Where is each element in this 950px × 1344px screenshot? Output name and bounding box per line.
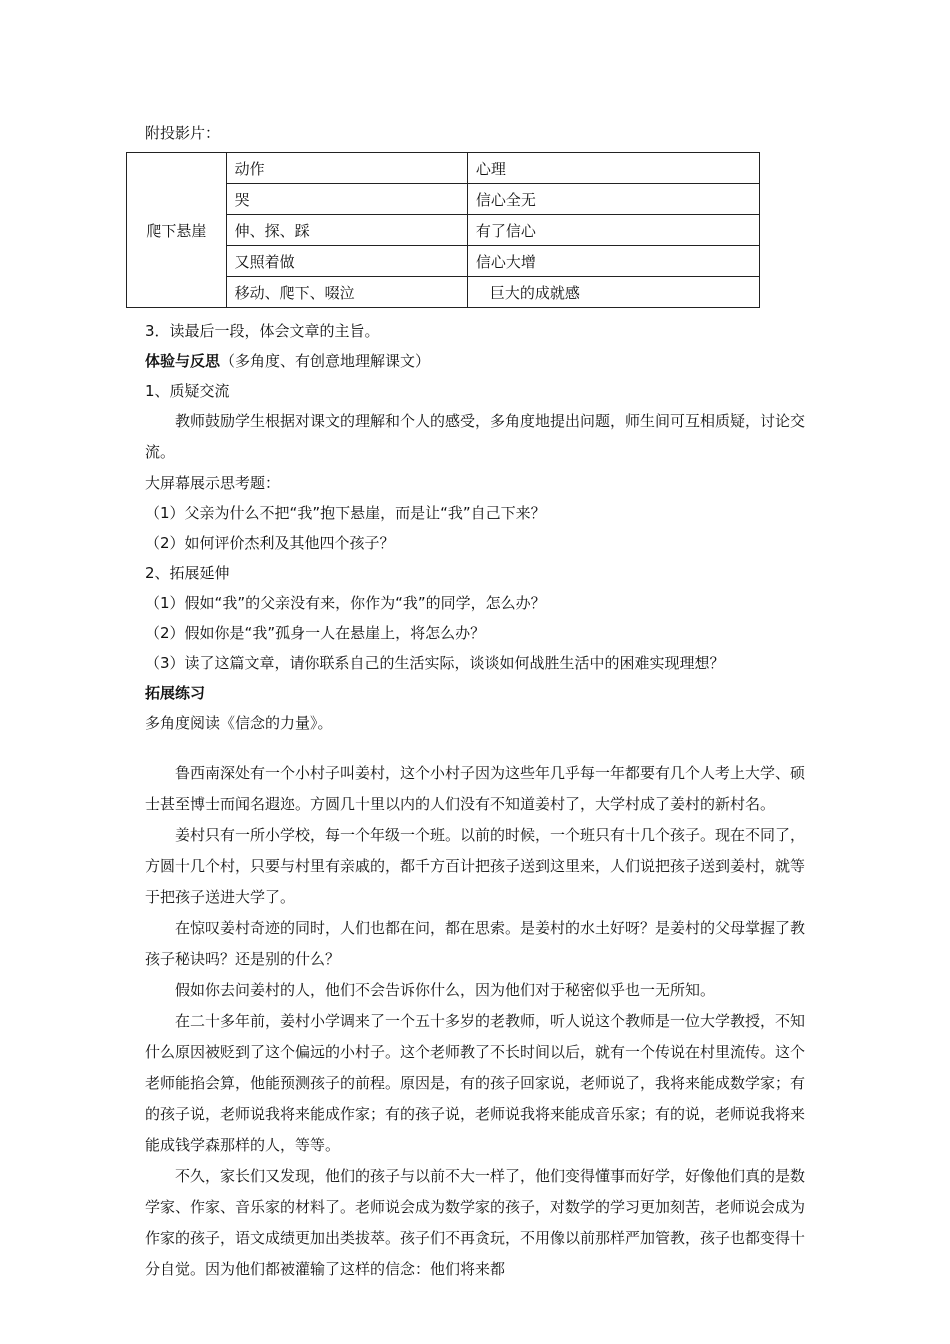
page-content <box>145 118 805 1285</box>
question-1-paragraph: 教师鼓励学生根据对课文的理解和个人的感受，多角度地提出问题，师生间可互相质疑，讨论交流。 <box>145 412 806 461</box>
story-paragraph-3: 在惊叹姜村奇迹的同时，人们也都在问，都在思索。是姜村的水土好呀？是姜村的父母掌握了教孩子秘诀吗？还是别的什么？ <box>145 919 806 968</box>
table-row <box>127 153 760 184</box>
section-reflect-heading <box>145 346 805 376</box>
story-paragraph-2: 姜村只有一所小学校，每一个年级一个班。以前的时候，一个班只有十几个孩子。现在不同了，方圆十几个村，只要与村里有亲戚的，都千方百计把孩子送到这里来，人们说把孩子送到姜村，就等于把孩子送进大学了。 <box>145 826 806 906</box>
extension-question-3: （3）读了这篇文章，请你联系自己的生活实际，谈谈如何战胜生活中的困难实现理想？ <box>145 654 725 672</box>
think-question-2: （2）如何评价杰利及其他四个孩子？ <box>145 534 395 552</box>
action-cell: 伸、探、踩 <box>226 215 467 246</box>
story-paragraph-5: 在二十多年前，姜村小学调来了一个五十多岁的老教师，听人说这个教师是一位大学教授，不知什么原因被贬到了这个偏远的小村子。这个老师教了不长时间以后，就有一个传说在村里流传。这个老师能掐会算，他能预测孩子的前程。原因是，有的孩子回家说，老师说了，我将来能成数学家；有的孩子说，老师说我将来能成作家；有的孩子说，老师说我将来能成音乐家；有的说，老师说我将来能成钱学森那样的人，等等。 <box>145 1012 806 1154</box>
col-header-action: 动作 <box>226 153 467 184</box>
row-header-cell: 爬下悬崖 <box>127 153 227 308</box>
col-header-mind: 心理 <box>467 153 759 184</box>
exercise-intro: 多角度阅读《信念的力量》。 <box>145 714 333 732</box>
section-reflect-title: 体验与反思 <box>145 352 221 370</box>
item-3: 3．读最后一段，体会文章的主旨。 <box>145 322 380 340</box>
question-2-title: 2、拓展延伸 <box>145 564 230 582</box>
extension-question-2: （2）假如你是“我”孤身一人在悬崖上，将怎么办？ <box>145 624 486 642</box>
question-1-title: 1、质疑交流 <box>145 382 230 400</box>
mind-cell: 信心大增 <box>467 246 759 277</box>
mind-cell: 有了信心 <box>467 215 759 246</box>
slides-table <box>126 152 760 308</box>
story-paragraph-6: 不久，家长们又发现，他们的孩子与以前不大一样了，他们变得懂事而好学，好像他们真的是数学家、作家、音乐家的材料了。老师说会成为数学家的孩子，对数学的学习更加刻苦，老师说会成为作家的孩子，语文成绩更加出类拔萃。孩子们不再贪玩，不用像以前那样严加管教，孩子也都变得十分自觉。因为他们都被灌输了这样的信念：他们将来都 <box>145 1167 806 1278</box>
mind-cell: 信心全无 <box>467 184 759 215</box>
section-reflect-subtitle: （多角度、有创意地理解课文） <box>220 352 431 370</box>
action-cell: 移动、爬下、啜泣 <box>226 277 467 308</box>
story-paragraph-1: 鲁西南深处有一个小村子叫姜村，这个小村子因为这些年几乎每一年都要有几个人考上大学、硕士甚至博士而闻名遐迩。方圆几十里以内的人们没有不知道姜村了，大学村成了姜村的新村名。 <box>145 764 806 813</box>
extension-question-1: （1）假如“我”的父亲没有来，你作为“我”的同学，怎么办？ <box>145 594 546 612</box>
mind-cell: 巨大的成就感 <box>467 277 759 308</box>
attachment-label: 附投影片： <box>145 124 221 142</box>
screen-label: 大屏幕展示思考题： <box>145 474 281 492</box>
action-cell: 哭 <box>226 184 467 215</box>
think-question-1: （1）父亲为什么不把“我”抱下悬崖，而是让“我”自己下来？ <box>145 504 546 522</box>
spacer <box>145 738 805 758</box>
story-paragraph-4: 假如你去问姜村的人，他们不会告诉你什么，因为他们对于秘密似乎也一无所知。 <box>175 981 716 999</box>
exercise-title: 拓展练习 <box>145 684 206 702</box>
action-cell: 又照着做 <box>226 246 467 277</box>
